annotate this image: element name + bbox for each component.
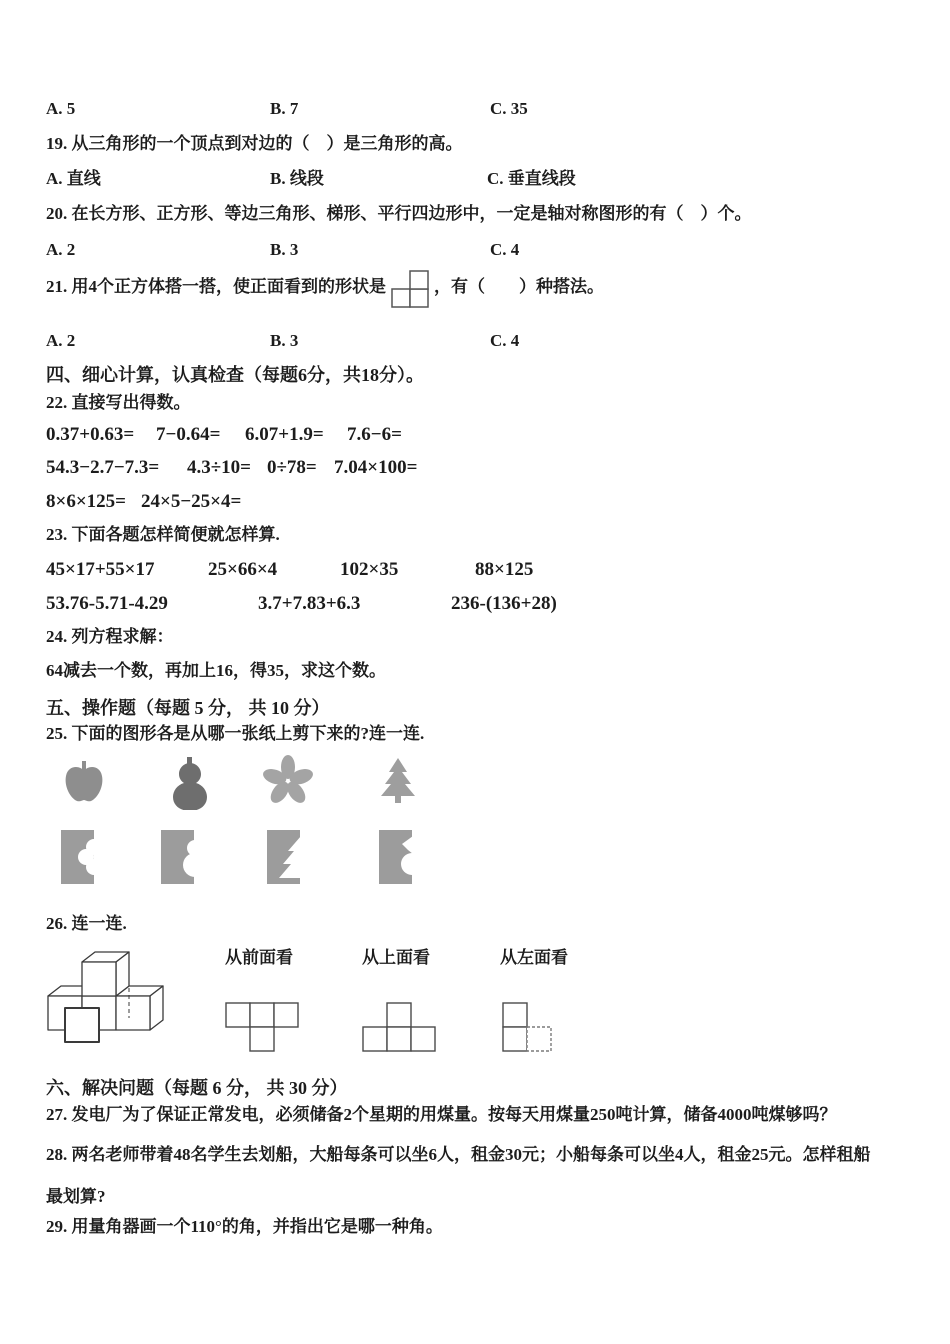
front-view-diagram [225, 1002, 301, 1054]
q21-option-a: A. 2 [46, 331, 76, 350]
calc-item: 102×35 [340, 559, 399, 580]
option-b: B. 7 [270, 99, 299, 118]
view-label-left: 从左面看 [500, 948, 568, 967]
l-tromino-shape-icon [390, 265, 430, 309]
calc-item: 7−0.64= [156, 424, 221, 445]
calc-item: 45×17+55×17 [46, 559, 155, 580]
cube-stack-figure [38, 948, 173, 1058]
question-27-text: 27. 发电厂为了保证正常发电，必须储备2个星期的用煤量。按每天用煤量250吨计算，储备4000吨煤够吗？ [46, 1105, 837, 1124]
q20-option-a: A. 2 [46, 240, 76, 259]
q21-option-b: B. 3 [270, 331, 299, 350]
calc-item: 0.37+0.63= [46, 424, 135, 445]
left-view-diagram [502, 1002, 554, 1054]
question-21-text-after: ，有（ ）种搭法。 [434, 277, 604, 297]
paper-flower-cutout [60, 828, 96, 886]
tree-shape [372, 754, 424, 806]
q19-option-a: A. 直线 [46, 169, 101, 188]
q20-option-b: B. 3 [270, 240, 299, 259]
top-view-diagram [362, 1002, 438, 1054]
question-22-title: 22. 直接写出得数。 [46, 393, 191, 412]
question-20-text: 20. 在长方形、正方形、等边三角形、梯形、平行四边形中，一定是轴对称图形的有（ ）个。 [46, 204, 752, 223]
q20-option-c: C. 4 [490, 240, 520, 259]
section-5-title: 五、操作题（每题 5 分， 共 10 分） [46, 698, 330, 718]
gourd-shape [164, 754, 216, 810]
calc-item: 236-(136+28) [451, 593, 557, 614]
apple-shape [58, 756, 110, 808]
question-28-line2: 最划算? [46, 1187, 106, 1206]
calc-item: 7.6−6= [347, 424, 402, 445]
paper-tree-cutout [266, 828, 302, 886]
question-25-title: 25. 下面的图形各是从哪一张纸上剪下来的?连一连. [46, 724, 425, 743]
calc-item: 8×6×125= [46, 491, 126, 512]
question-21-text-before: 21. 用4个正方体搭一搭，使正面看到的形状是 [46, 277, 386, 297]
calc-item: 24×5−25×4= [141, 491, 242, 512]
flower-shape [262, 754, 314, 806]
question-21-line [46, 264, 604, 310]
question-26-title: 26. 连一连. [46, 914, 127, 933]
question-29-text: 29. 用量角器画一个110°的角，并指出它是哪一种角。 [46, 1217, 443, 1236]
calc-item: 0÷78= [267, 457, 317, 478]
paper-apple-cutout [378, 828, 414, 886]
view-label-top: 从上面看 [362, 948, 430, 967]
paper-gourd-cutout [160, 828, 196, 886]
calc-item: 25×66×4 [208, 559, 278, 580]
q19-option-c: C. 垂直线段 [487, 169, 576, 188]
question-24-title: 24. 列方程求解： [46, 627, 174, 646]
calc-item: 54.3−2.7−7.3= [46, 457, 160, 478]
question-19-text: 19. 从三角形的一个顶点到对边的（ ）是三角形的高。 [46, 134, 463, 153]
section-4-title: 四、细心计算，认真检查（每题6分，共18分）。 [46, 365, 424, 385]
calc-item: 3.7+7.83+6.3 [258, 593, 361, 614]
view-label-front: 从前面看 [225, 948, 293, 967]
question-24-body: 64减去一个数，再加上16，得35，求这个数。 [46, 661, 386, 680]
calc-item: 6.07+1.9= [245, 424, 324, 445]
q19-option-b: B. 线段 [270, 169, 324, 188]
q21-option-c: C. 4 [490, 331, 520, 350]
option-a: A. 5 [46, 99, 76, 118]
calc-item: 53.76-5.71-4.29 [46, 593, 168, 614]
question-28-line1: 28. 两名老师带着48名学生去划船，大船每条可以坐6人，租金30元；小船每条可以坐4人，租金25元。怎样租船 [46, 1145, 871, 1164]
calc-item: 4.3÷10= [187, 457, 252, 478]
calc-item: 7.04×100= [334, 457, 418, 478]
section-6-title: 六、解决问题（每题 6 分， 共 30 分） [46, 1078, 348, 1098]
option-c: C. 35 [490, 99, 528, 118]
calc-item: 88×125 [475, 559, 534, 580]
question-23-title: 23. 下面各题怎样简便就怎样算. [46, 525, 280, 544]
